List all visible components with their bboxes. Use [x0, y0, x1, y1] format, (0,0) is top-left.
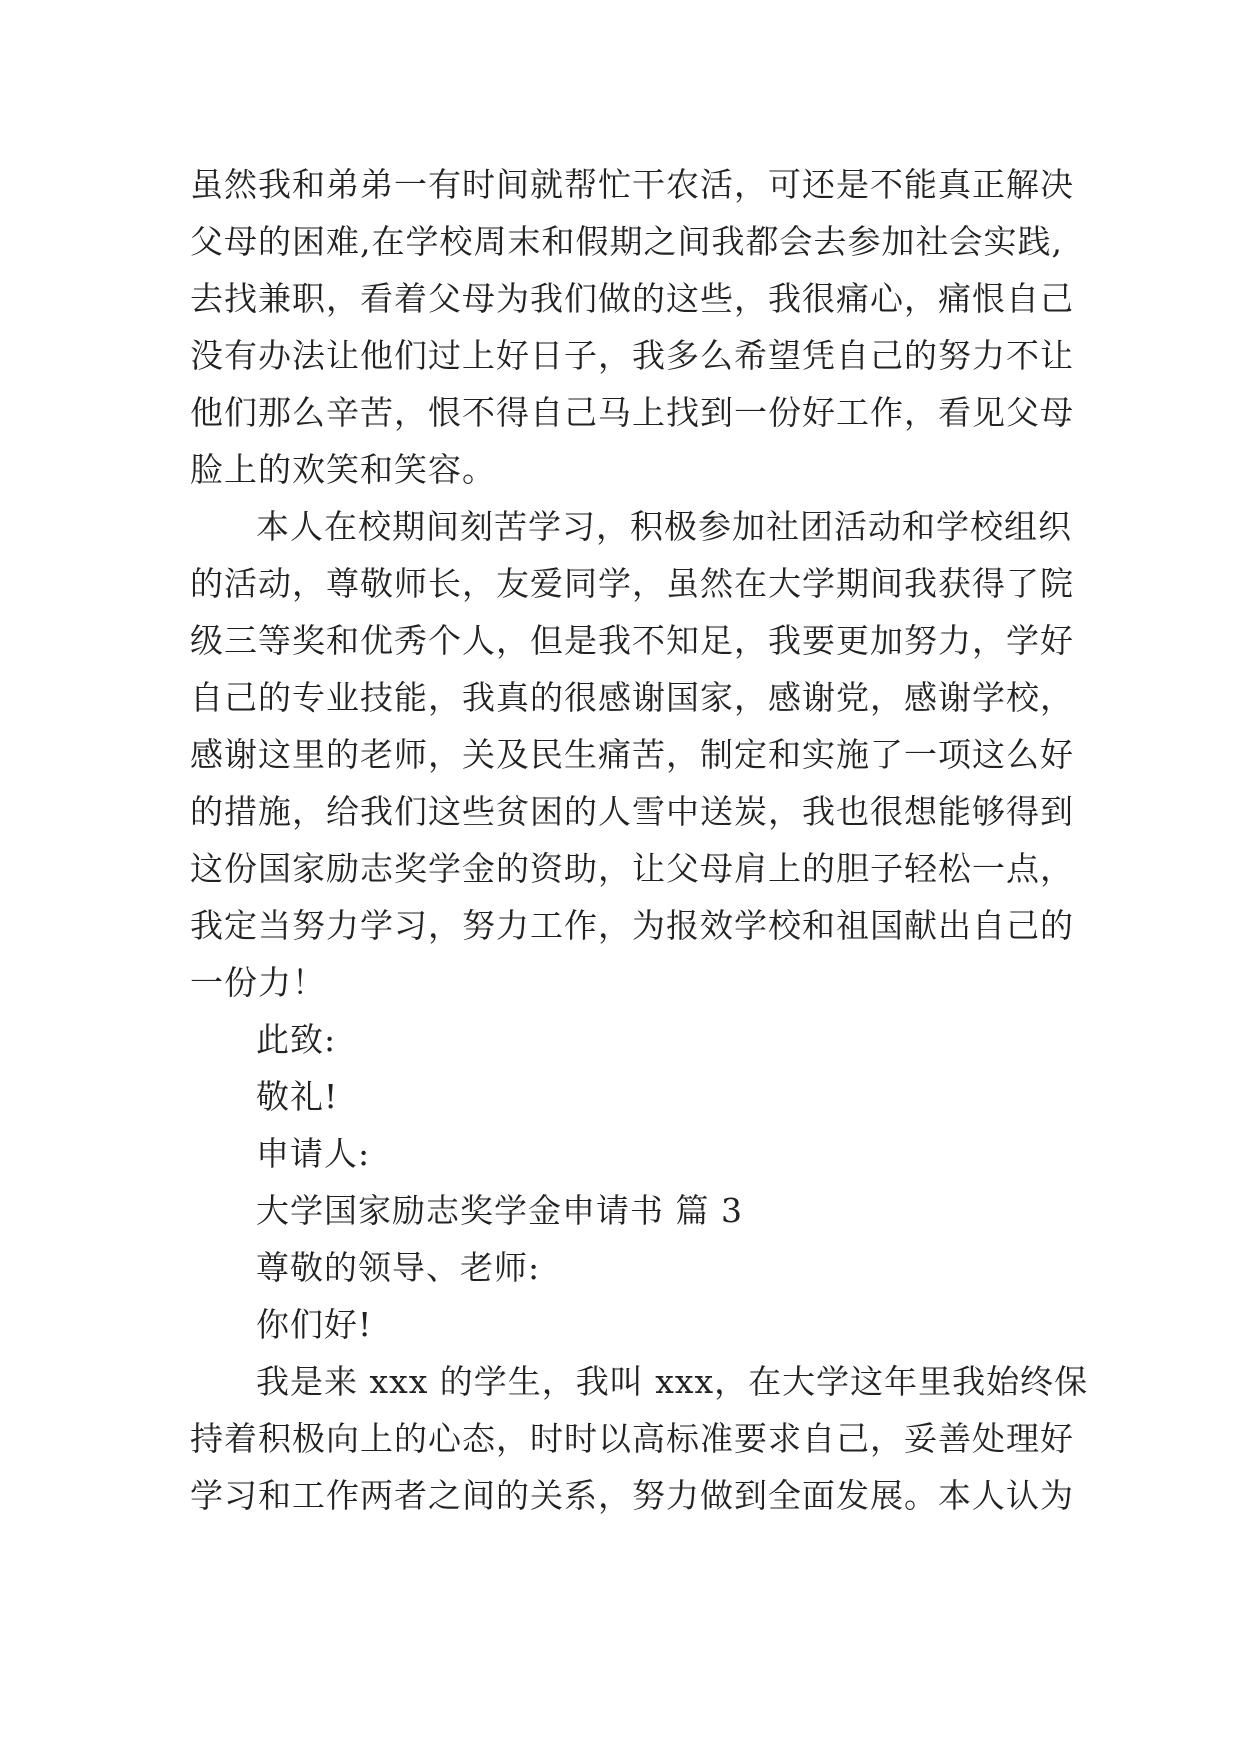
text-line: 一份力！ [190, 963, 326, 1002]
text-line: 感谢这里的老师，关及民生痛苦，制定和实施了一项这么好 [190, 735, 1074, 774]
text-line: 自己的专业技能，我真的很感谢国家，感谢党，感谢学校， [190, 678, 1074, 717]
text-line: 的活动，尊敬师长，友爱同学，虽然在大学期间我获得了院 [190, 564, 1074, 603]
salutation-closing: 此致: [256, 1020, 337, 1059]
section-heading: 大学国家励志奖学金申请书 篇 3 [256, 1191, 743, 1230]
text-line: 学习和工作两者之间的关系，努力做到全面发展。本人认为 [190, 1476, 1074, 1515]
applicant-label: 申请人: [256, 1134, 371, 1173]
text-line: 父母的困难,在学校周末和假期之间我都会去参加社会实践, [190, 222, 1063, 261]
paragraph-start-line: 本人在校期间刻苦学习，积极参加社团活动和学校组织 [256, 507, 1072, 546]
salutation-regards: 敬礼! [256, 1077, 339, 1116]
text-line: 这份国家励志奖学金的资助，让父母肩上的胆子轻松一点， [190, 849, 1074, 888]
letter-greeting: 尊敬的领导、老师: [256, 1248, 541, 1287]
text-line: 没有办法让他们过上好日子，我多么希望凭自己的努力不让 [190, 336, 1074, 375]
text-line: 脸上的欢笑和笑容。 [190, 450, 496, 489]
text-line: 他们那么辛苦，恨不得自己马上找到一份好工作，看见父母 [190, 393, 1074, 432]
letter-hello: 你们好! [256, 1305, 373, 1344]
text-line: 级三等奖和优秀个人，但是我不知足，我要更加努力，学好 [190, 621, 1074, 660]
text-line: 的措施，给我们这些贫困的人雪中送炭，我也很想能够得到 [190, 792, 1074, 831]
text-line: 我定当努力学习，努力工作，为报效学校和祖国献出自己的 [190, 906, 1074, 945]
paragraph-start-line: 我是来 xxx 的学生，我叫 xxx，在大学这年里我始终保 [256, 1362, 1089, 1401]
text-line: 去找兼职，看着父母为我们做的这些，我很痛心，痛恨自己 [190, 279, 1074, 318]
text-line: 虽然我和弟弟一有时间就帮忙干农活，可还是不能真正解决 [190, 165, 1074, 204]
text-line: 持着积极向上的心态，时时以高标准要求自己，妥善处理好 [190, 1419, 1074, 1458]
